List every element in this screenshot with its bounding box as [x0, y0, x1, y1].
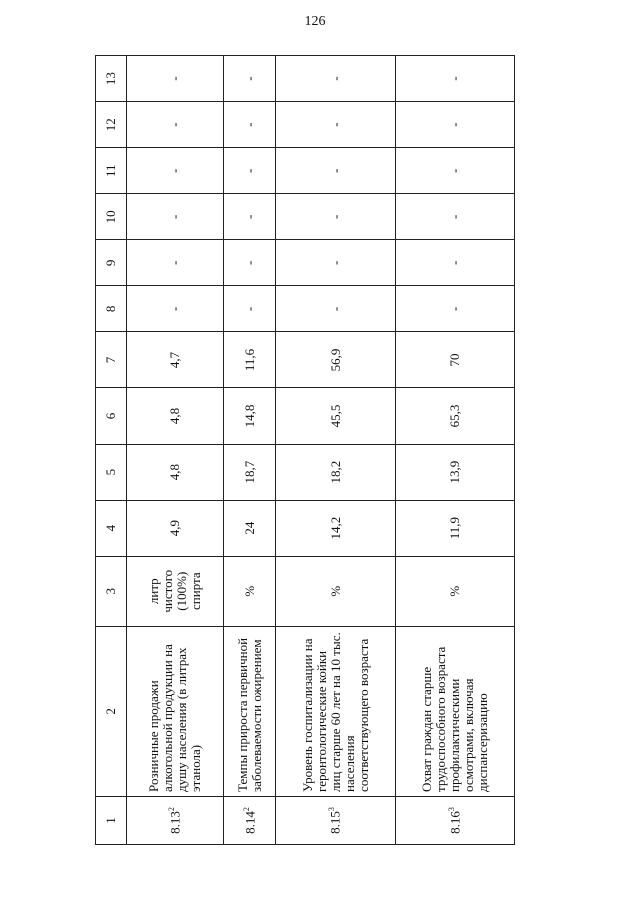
value-cell: 11,6	[224, 332, 276, 388]
value-cell: 45,5	[276, 388, 395, 444]
value-cell: -	[395, 194, 514, 240]
value-cell: -	[276, 102, 395, 148]
value-cell: -	[127, 240, 224, 286]
value-cell: -	[127, 286, 224, 332]
unit-of-measure: %	[276, 556, 395, 626]
indicators-table	[95, 55, 515, 845]
value-cell: 18,7	[224, 444, 276, 500]
column-header: 5	[96, 444, 127, 500]
value-cell: -	[395, 102, 514, 148]
value-cell: 11,9	[395, 500, 514, 556]
value-cell: 14,8	[224, 388, 276, 444]
row-number: 8.14$^2$	[224, 796, 276, 844]
indicator-name: Темпы прироста первичной заболеваемости ожирением	[224, 626, 276, 796]
value-cell: -	[276, 240, 395, 286]
table-row	[224, 56, 276, 845]
value-cell: 4,8	[127, 444, 224, 500]
value-cell: 18,2	[276, 444, 395, 500]
value-cell: 4,9	[127, 500, 224, 556]
indicator-name: Розничные продажи алкогольной продукции на душу населения (в литрах этанола)	[127, 626, 224, 796]
column-header: 7	[96, 332, 127, 388]
page-number: 126	[304, 14, 326, 29]
value-cell: -	[224, 286, 276, 332]
unit-of-measure: %	[395, 556, 514, 626]
row-number: 8.16$^3$	[395, 796, 514, 844]
table-header-row	[96, 56, 127, 845]
value-cell: -	[276, 286, 395, 332]
value-cell: -	[127, 56, 224, 102]
unit-of-measure: %	[224, 556, 276, 626]
table-container	[95, 55, 515, 845]
value-cell: 4,7	[127, 332, 224, 388]
column-header: 8	[96, 286, 127, 332]
value-cell: -	[276, 194, 395, 240]
column-header: 4	[96, 500, 127, 556]
indicator-name: Уровень госпитализации на геронтологические койки лиц старше 60 лет на 10 тыс. населения соответствующего возраста	[276, 626, 395, 796]
column-header: 11	[96, 148, 127, 194]
value-cell: 70	[395, 332, 514, 388]
column-header: 10	[96, 194, 127, 240]
value-cell: -	[127, 148, 224, 194]
value-cell: 24	[224, 500, 276, 556]
value-cell: -	[395, 240, 514, 286]
row-number: 8.13$^2$	[127, 796, 224, 844]
column-header: 12	[96, 102, 127, 148]
column-header: 1	[96, 796, 127, 844]
value-cell: 65,3	[395, 388, 514, 444]
value-cell: -	[127, 194, 224, 240]
value-cell: -	[224, 148, 276, 194]
unit-of-measure: литр чистого (100%) спирта	[127, 556, 224, 626]
table-row	[395, 56, 514, 845]
value-cell: -	[224, 56, 276, 102]
column-header: 9	[96, 240, 127, 286]
value-cell: -	[224, 102, 276, 148]
table-row	[127, 56, 224, 845]
value-cell: -	[224, 240, 276, 286]
value-cell: 4,8	[127, 388, 224, 444]
value-cell: 56,9	[276, 332, 395, 388]
column-header: 2	[96, 626, 127, 796]
column-header: 6	[96, 388, 127, 444]
value-cell: -	[395, 286, 514, 332]
value-cell: -	[224, 194, 276, 240]
value-cell: 14,2	[276, 500, 395, 556]
indicator-name: Охват граждан старше трудоспособного возраста профилактическими осмотрами, включая диспансеризацию	[395, 626, 514, 796]
column-header: 3	[96, 556, 127, 626]
column-header: 13	[96, 56, 127, 102]
value-cell: -	[395, 148, 514, 194]
row-number: 8.15$^3$	[276, 796, 395, 844]
value-cell: -	[276, 56, 395, 102]
value-cell: -	[127, 102, 224, 148]
value-cell: 13,9	[395, 444, 514, 500]
value-cell: -	[395, 56, 514, 102]
value-cell: -	[276, 148, 395, 194]
table-row	[276, 56, 395, 845]
